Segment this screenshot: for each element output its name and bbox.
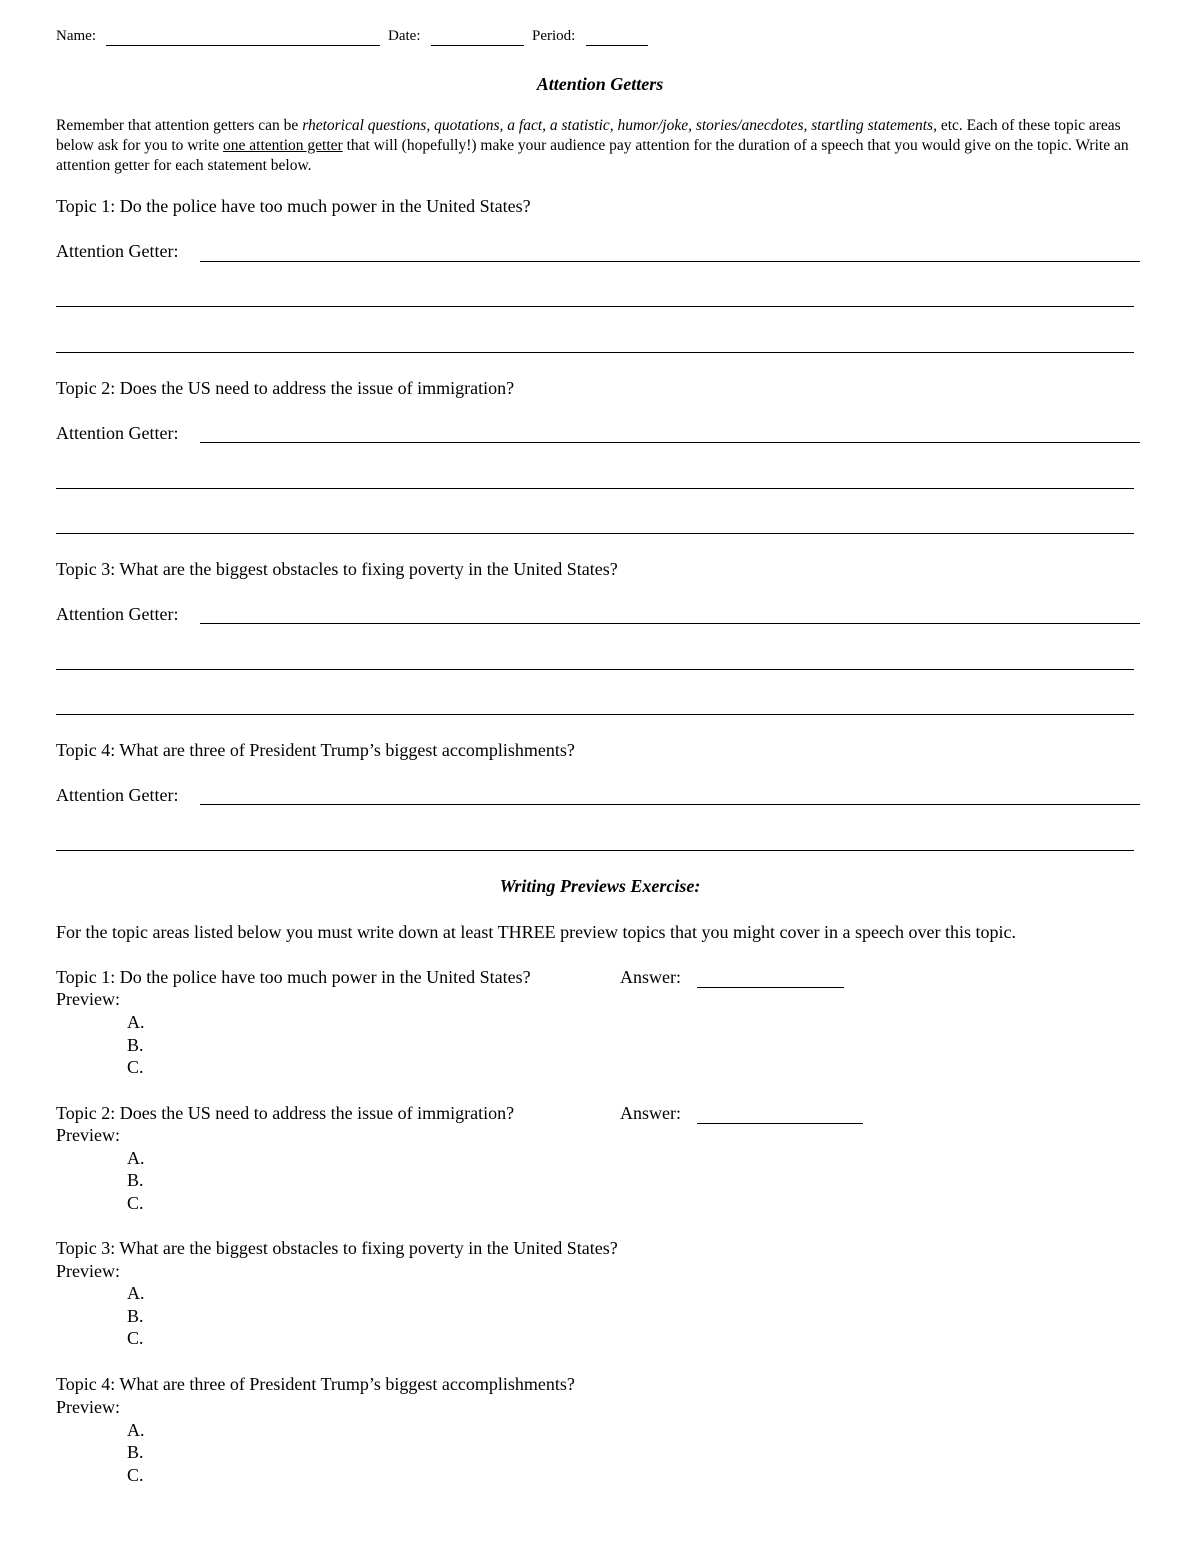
pv-topic-4: Topic 4: What are three of President Trump’s biggest accomplishments?: [56, 1374, 575, 1394]
ag-topic-2: Topic 2: Does the US need to address the issue of immigration?: [56, 378, 515, 398]
pv-2-option-a: A.: [127, 1148, 145, 1168]
ag-field-1[interactable]: [200, 261, 1140, 262]
ag-topic-4: Topic 4: What are three of President Trump’s biggest accomplishments?: [56, 740, 575, 760]
intro-text-3: that will (hopefully!) make your audience pay attention for the duration of a speech that you would give on the topic. Write an attention getter for each statement below.: [56, 137, 1129, 174]
pv-answer-label-1: Answer:: [620, 967, 681, 987]
period-field[interactable]: [586, 45, 648, 46]
intro-underlined: one attention getter: [223, 137, 343, 154]
intro-text-2: etc. Each of these topic areas below ask for you to write: [56, 117, 1121, 154]
pv-3-option-b: B.: [127, 1306, 144, 1326]
ag-topic-1: Topic 1: Do the police have too much power in the United States?: [56, 196, 531, 216]
date-label: Date:: [388, 28, 421, 44]
ag-label-2: Attention Getter:: [56, 423, 179, 443]
pv-answer-field-2[interactable]: [697, 1123, 863, 1124]
pv-1-option-c: C.: [127, 1057, 144, 1077]
pv-preview-label-4: Preview:: [56, 1397, 120, 1417]
previews-title: Writing Previews Exercise:: [499, 876, 701, 896]
intro-paragraph: [56, 116, 1146, 176]
page-title: Attention Getters: [536, 74, 664, 94]
ag-line-3b[interactable]: [56, 669, 1134, 670]
ag-label-4: Attention Getter:: [56, 785, 179, 805]
pv-answer-field-1[interactable]: [697, 987, 844, 988]
ag-field-2[interactable]: [200, 442, 1140, 443]
pv-4-option-b: B.: [127, 1442, 144, 1462]
ag-line-1b[interactable]: [56, 306, 1134, 307]
pv-topic-2: Topic 2: Does the US need to address the issue of immigration?: [56, 1103, 515, 1123]
pv-answer-label-2: Answer:: [620, 1103, 681, 1123]
pv-4-option-a: A.: [127, 1420, 145, 1440]
ag-field-3[interactable]: [200, 623, 1140, 624]
ag-label-3: Attention Getter:: [56, 604, 179, 624]
intro-text-1: Remember that attention getters can be: [56, 117, 303, 134]
ag-line-1c[interactable]: [56, 352, 1134, 353]
date-field[interactable]: [431, 45, 524, 46]
pv-2-option-c: C.: [127, 1193, 144, 1213]
pv-3-option-a: A.: [127, 1283, 145, 1303]
pv-topic-3: Topic 3: What are the biggest obstacles to fixing poverty in the United States?: [56, 1238, 618, 1258]
pv-topic-1: Topic 1: Do the police have too much power in the United States?: [56, 967, 531, 987]
pv-preview-label-3: Preview:: [56, 1261, 120, 1281]
ag-field-4[interactable]: [200, 804, 1140, 805]
pv-3-option-c: C.: [127, 1328, 144, 1348]
period-label: Period:: [532, 28, 576, 44]
pv-preview-label-1: Preview:: [56, 989, 120, 1009]
pv-1-option-a: A.: [127, 1012, 145, 1032]
pv-1-option-b: B.: [127, 1035, 144, 1055]
pv-preview-label-2: Preview:: [56, 1125, 120, 1145]
ag-line-2c[interactable]: [56, 533, 1134, 534]
name-label: Name:: [56, 28, 96, 44]
intro-types: rhetorical questions, quotations, a fact, a statistic, humor/joke, stories/anecdotes, startling statements,: [302, 117, 937, 134]
ag-line-4b[interactable]: [56, 850, 1134, 851]
pv-2-option-b: B.: [127, 1170, 144, 1190]
ag-line-2b[interactable]: [56, 488, 1134, 489]
previews-instructions: For the topic areas listed below you must write down at least THREE preview topics that you might cover in a speech over this topic.: [56, 922, 1016, 942]
ag-topic-3: Topic 3: What are the biggest obstacles to fixing poverty in the United States?: [56, 559, 618, 579]
ag-label-1: Attention Getter:: [56, 241, 179, 261]
name-field[interactable]: [106, 45, 380, 46]
pv-4-option-c: C.: [127, 1465, 144, 1485]
ag-line-3c[interactable]: [56, 714, 1134, 715]
